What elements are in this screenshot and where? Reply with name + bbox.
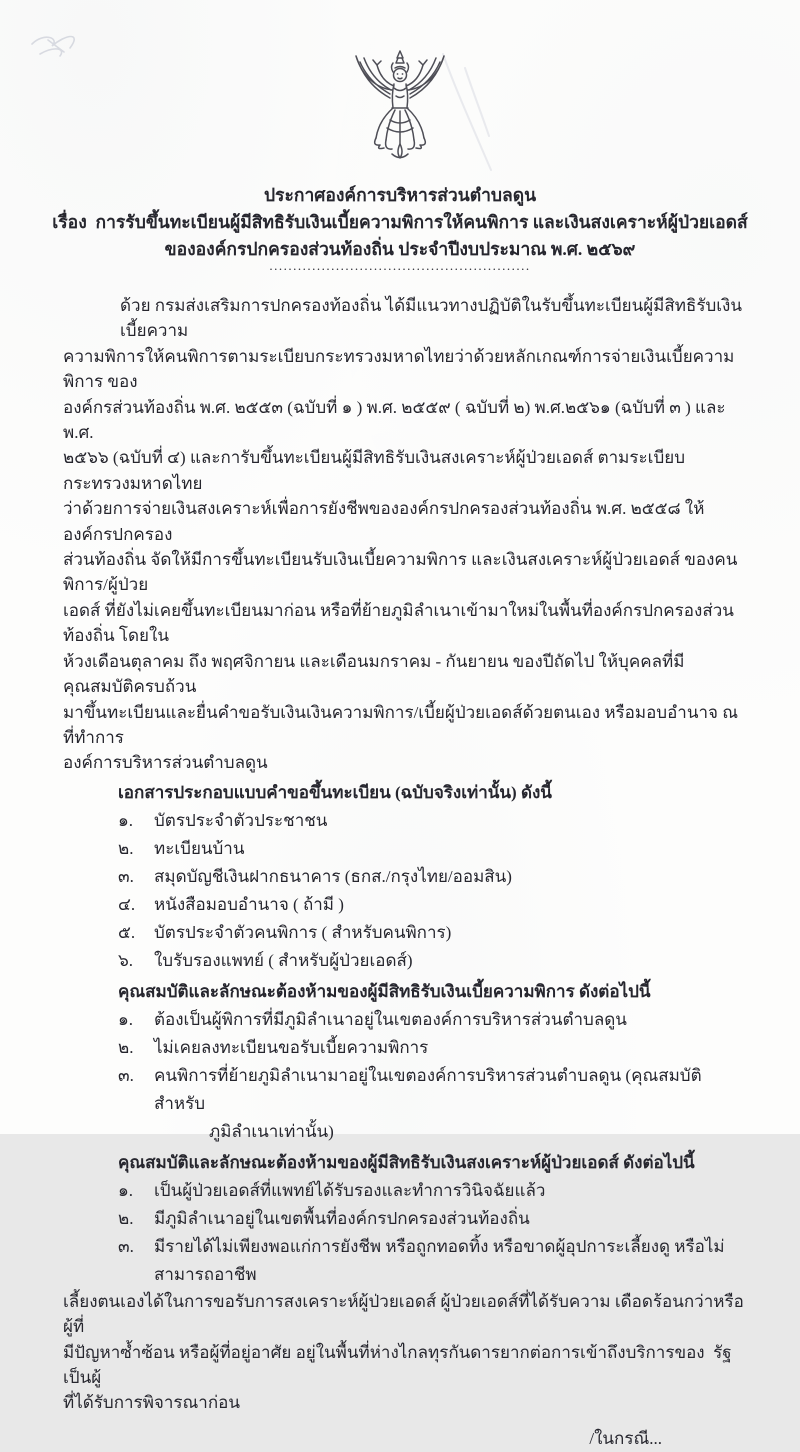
item-text-wrap: ภูมิลำเนาเท่านั้น) bbox=[209, 1121, 334, 1141]
list-item bbox=[118, 1006, 747, 1034]
document-body bbox=[63, 293, 747, 1452]
item-number: ๓. bbox=[118, 1065, 134, 1085]
item-text: เป็นผู้ป่วยเอดส์ที่แพทย์ได้รับรองและทำการวินิจฉัยแล้ว bbox=[154, 1180, 546, 1200]
list-item bbox=[118, 891, 747, 919]
intro-line: ว่าด้วยการจ่ายเงินสงเคราะห์เพื่อการยังชีพขององค์กรปกครองส่วนท้องถิ่น พ.ศ. ๒๕๕๘ ให้องค์กรปกครอง bbox=[63, 499, 705, 544]
intro-line: ความพิการให้คนพิการตามระเบียบกระทรวงมหาดไทยว่าด้วยหลักเกณฑ์การจ่ายเงินเบี้ยความพิการ ของ bbox=[63, 346, 735, 392]
list-item bbox=[118, 807, 747, 835]
item-number: ๓. bbox=[118, 1236, 134, 1256]
continuation-line: มีปัญหาซ้ำซ้อน หรือผู้ที่อยู่อาศัย อยู่ในพื้นที่ห่างไกลทุรกันดารยากต่อการเข้าถึงบริการของ รัฐเป็นผู้ bbox=[63, 1342, 732, 1387]
item-text: ใบรับรองแพทย์ ( สำหรับผู้ป่วยเอดส์) bbox=[154, 950, 413, 970]
item-text: สมุดบัญชีเงินฝากธนาคาร (ธกส./กรุงไทย/ออมสิน) bbox=[154, 866, 512, 886]
intro-paragraph bbox=[63, 293, 747, 776]
intro-line: ห้วงเดือนตุลาคม ถึง พฤศจิกายน และเดือนมกราคม - กันยายน ของปีถัดไป ให้บุคคลที่มีคุณสมบัติครบถ้วน bbox=[63, 651, 685, 697]
documents-list bbox=[118, 807, 747, 975]
item-text: ต้องเป็นผู้พิการที่มีภูมิลำเนาอยู่ในเขตองค์การบริหารส่วนตำบลดูน bbox=[154, 1009, 627, 1029]
subject-line-2: ขององค์กรปกครองส่วนท้องถิ่น ประจำปีงบประมาณ พ.ศ. ๒๕๖๙ bbox=[164, 239, 636, 259]
title-block bbox=[0, 182, 800, 263]
disability-list bbox=[118, 1006, 747, 1146]
page-title: ประกาศองค์การบริหารส่วนตำบลดูน bbox=[263, 185, 537, 205]
intro-line: เอดส์ ที่ยังไม่เคยขึ้นทะเบียนมาก่อน หรือที่ย้ายภูมิลำเนาเข้ามาใหม่ในพื้นที่องค์กรปกครองส่วนท้องถิ่น โดยใน bbox=[63, 600, 734, 646]
item-text: ไม่เคยลงทะเบียนขอรับเบี้ยความพิการ bbox=[154, 1037, 429, 1057]
item-text: คนพิการที่ย้ายภูมิลำเนามาอยู่ในเขตองค์การบริหารส่วนตำบลดูน (คุณสมบัติสำหรับ bbox=[154, 1065, 702, 1113]
continuation-line: ที่ได้รับการพิจารณาก่อน bbox=[63, 1393, 240, 1413]
intro-line: ด้วย กรมส่งเสริมการปกครองท้องถิ่น ได้มีแนวทางปฏิบัติในรับขึ้นทะเบียนผู้มีสิทธิรับเงินเบี้ยความ bbox=[120, 296, 742, 341]
list-item bbox=[118, 863, 747, 891]
pencil-scribble bbox=[18, 18, 198, 88]
item-number: ๑. bbox=[118, 1009, 134, 1029]
item-number: ๖. bbox=[118, 950, 134, 970]
item-number: ๑. bbox=[118, 1180, 134, 1200]
aids-item3-continuation bbox=[63, 1289, 747, 1416]
list-item bbox=[118, 1062, 747, 1118]
list-item bbox=[118, 1205, 747, 1233]
item-number: ๑. bbox=[118, 810, 134, 830]
item-number: ๒. bbox=[118, 1037, 134, 1057]
disability-section-heading: คุณสมบัติและลักษณะต้องห้ามของผู้มีสิทธิรับเงินเบี้ยความพิการ ดังต่อไปนี้ bbox=[118, 981, 651, 1001]
intro-line: มาขึ้นทะเบียนและยื่นคำขอรับเงินเงินความพิการ/เบี้ยผู้ป่วยเอดส์ด้วยตนเอง หรือมอบอำนาจ ณ ที่ทำการ bbox=[63, 702, 743, 747]
aids-section-heading: คุณสมบัติและลักษณะต้องห้ามของผู้มีสิทธิรับเงินสงเคราะห์ผู้ป่วยเอดส์ ดังต่อไปนี้ bbox=[118, 1152, 695, 1172]
dotted-divider: ....................................................... bbox=[269, 258, 531, 273]
item-text: บัตรประจำตัวประชาชน bbox=[154, 810, 328, 830]
item-number: ๓. bbox=[118, 866, 134, 886]
intro-line: ส่วนท้องถิ่น จัดให้มีการขึ้นทะเบียนรับเงินเบี้ยความพิการ และเงินสงเคราะห์ผู้ป่วยเอดส์ ของคนพิการ/ผู้ป่วย bbox=[63, 550, 738, 595]
aids-list bbox=[118, 1177, 747, 1289]
item-number: ๕. bbox=[118, 922, 136, 942]
subject-line-1: เรื่อง การรับขึ้นทะเบียนผู้มีสิทธิรับเงินเบี้ยความพิการให้คนพิการ และเงินสงเคราะห์ผู้ป่วยเอดส์ bbox=[52, 212, 748, 232]
intro-line: องค์กรส่วนท้องถิ่น พ.ศ. ๒๕๕๓ (ฉบับที่ ๑ ) พ.ศ. ๒๕๕๙ ( ฉบับที่ ๒) พ.ศ.๒๕๖๑ (ฉบับที่ ๓ ) และ พ.ศ. bbox=[63, 397, 730, 443]
documents-section-heading: เอกสารประกอบแบบคำขอขึ้นทะเบียน (ฉบับจริงเท่านั้น) ดังนี้ bbox=[118, 782, 552, 802]
continuation-line: เลี้ยงตนเองได้ในการขอรับการสงเคราะห์ผู้ป่วยเอดส์ ผู้ป่วยเอดส์ที่ได้รับความ เดือดร้อนกว่าหรือ ผู้ที่ bbox=[63, 1291, 749, 1337]
item-number: ๔. bbox=[118, 894, 136, 914]
item-text: หนังสือมอบอำนาจ ( ถ้ามี ) bbox=[154, 894, 344, 914]
garuda-emblem bbox=[340, 48, 460, 178]
list-item bbox=[118, 1233, 747, 1289]
intro-line: ๒๕๖๖ (ฉบับที่ ๔) และการับขึ้นทะเบียนผู้มีสิทธิรับเงินสงเคราะห์ผู้ป่วยเอดส์ ตามระเบียบกระทรวงมหาดไทย bbox=[63, 448, 685, 493]
item-text: มีรายได้ไม่เพียงพอแก่การยังชีพ หรือถูกทอดทิ้ง หรือขาดผู้อุปการะเลี้ยงดู หรือไม่สามารถอาชีพ bbox=[154, 1236, 725, 1284]
item-text: มีภูมิลำเนาอยู่ในเขตพื้นที่องค์กรปกครองส่วนท้องถิ่น bbox=[154, 1208, 530, 1228]
intro-line: องค์การบริหารส่วนตำบลดูน bbox=[63, 753, 268, 773]
item-text: ทะเบียนบ้าน bbox=[154, 838, 245, 858]
list-item bbox=[118, 1177, 747, 1205]
list-item bbox=[118, 919, 747, 947]
item-text: บัตรประจำตัวคนพิการ ( สำหรับคนพิการ) bbox=[154, 922, 452, 942]
item-number: ๒. bbox=[118, 1208, 134, 1228]
page-continuation-mark: /ในกรณี... bbox=[589, 1428, 662, 1448]
item-number: ๒. bbox=[118, 838, 134, 858]
list-item bbox=[118, 947, 747, 975]
list-item bbox=[118, 1034, 747, 1062]
list-item bbox=[118, 835, 747, 863]
